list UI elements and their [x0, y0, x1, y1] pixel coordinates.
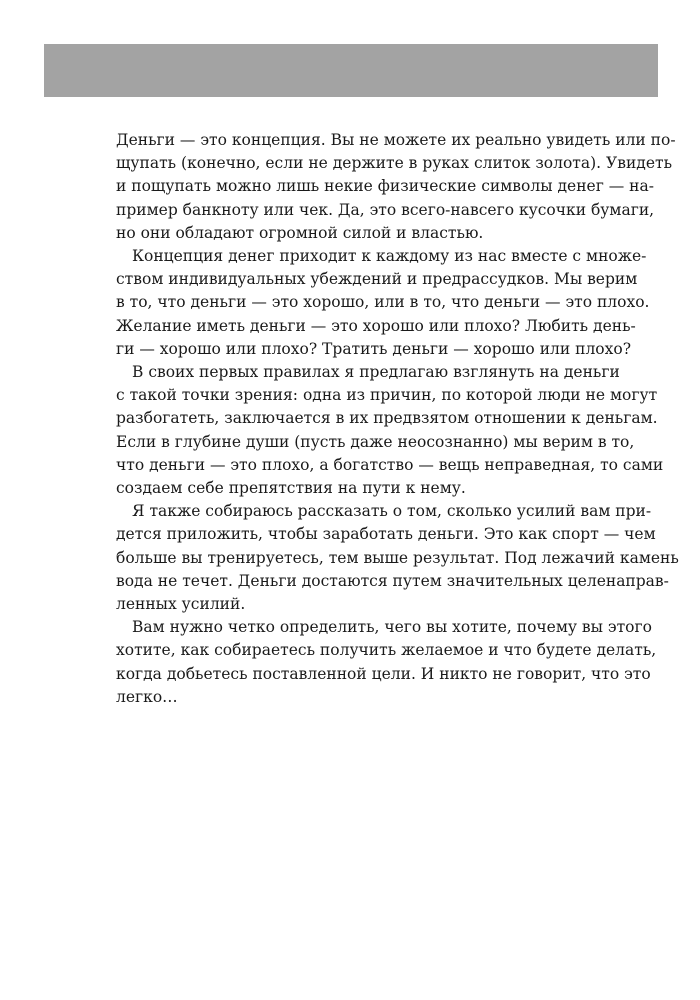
text-line: вода не течет. Деньги достаются путем значительных целенаправ- [116, 571, 669, 590]
text-line: больше вы тренируетесь, тем выше результат. Под лежачий камень [116, 548, 679, 567]
paragraph [116, 500, 679, 616]
text-line: Если в глубине души (пусть даже неосознанно) мы верим в то, [116, 432, 635, 451]
text-line: В своих первых правилах я предлагаю взглянуть на деньги [132, 363, 620, 382]
text-line: Я также собираюсь рассказать о том, сколько усилий вам при- [132, 502, 652, 521]
text-line: с такой точки зрения: одна из причин, по которой люди не могут [116, 386, 658, 405]
text-line: хотите, как собираетесь получить желаемое и что будете делать, [116, 641, 657, 660]
text-line: Концепция денег приходит к каждому из нас вместе с множе- [132, 247, 647, 266]
text-line: создаем себе препятствия на пути к нему. [116, 479, 466, 498]
page-body [116, 129, 679, 709]
text-line: ством индивидуальных убеждений и предрассудков. Мы верим [116, 270, 638, 289]
paragraph [116, 245, 650, 361]
text-line: ленных усилий. [116, 595, 246, 614]
text-line: но они обладают огромной силой и властью. [116, 223, 484, 242]
text-line: когда добьетесь поставленной цели. И никто не говорит, что это [116, 664, 651, 683]
header-band [44, 44, 658, 97]
paragraph [116, 361, 664, 500]
text-line: в то, что деньги — это хорошо, или в то, что деньги — это плохо. [116, 293, 650, 312]
text-line: дется приложить, чтобы заработать деньги. Это как спорт — чем [116, 525, 656, 544]
text-line: что деньги — это плохо, а богатство — вещь неправедная, то сами [116, 455, 664, 474]
text-line: разбогатеть, заключается в их предвзятом отношении к деньгам. [116, 409, 658, 428]
text-line: Вам нужно четко определить, чего вы хотите, почему вы этого [132, 618, 652, 637]
paragraph [116, 129, 676, 245]
text-line: щупать (конечно, если не держите в руках слиток золота). Увидеть [116, 154, 673, 173]
text-line: и пощупать можно лишь некие физические символы денег — на- [116, 177, 654, 196]
text-line: легко… [116, 687, 178, 706]
text-line: пример банкноту или чек. Да, это всего-навсего кусочки бумаги, [116, 200, 655, 219]
text-line: Деньги — это концепция. Вы не можете их реально увидеть или по- [116, 131, 676, 149]
text-line: ги — хорошо или плохо? Тратить деньги — хорошо или плохо? [116, 339, 632, 358]
paragraph [116, 616, 657, 709]
text-line: Желание иметь деньги — это хорошо или плохо? Любить день- [116, 316, 636, 335]
